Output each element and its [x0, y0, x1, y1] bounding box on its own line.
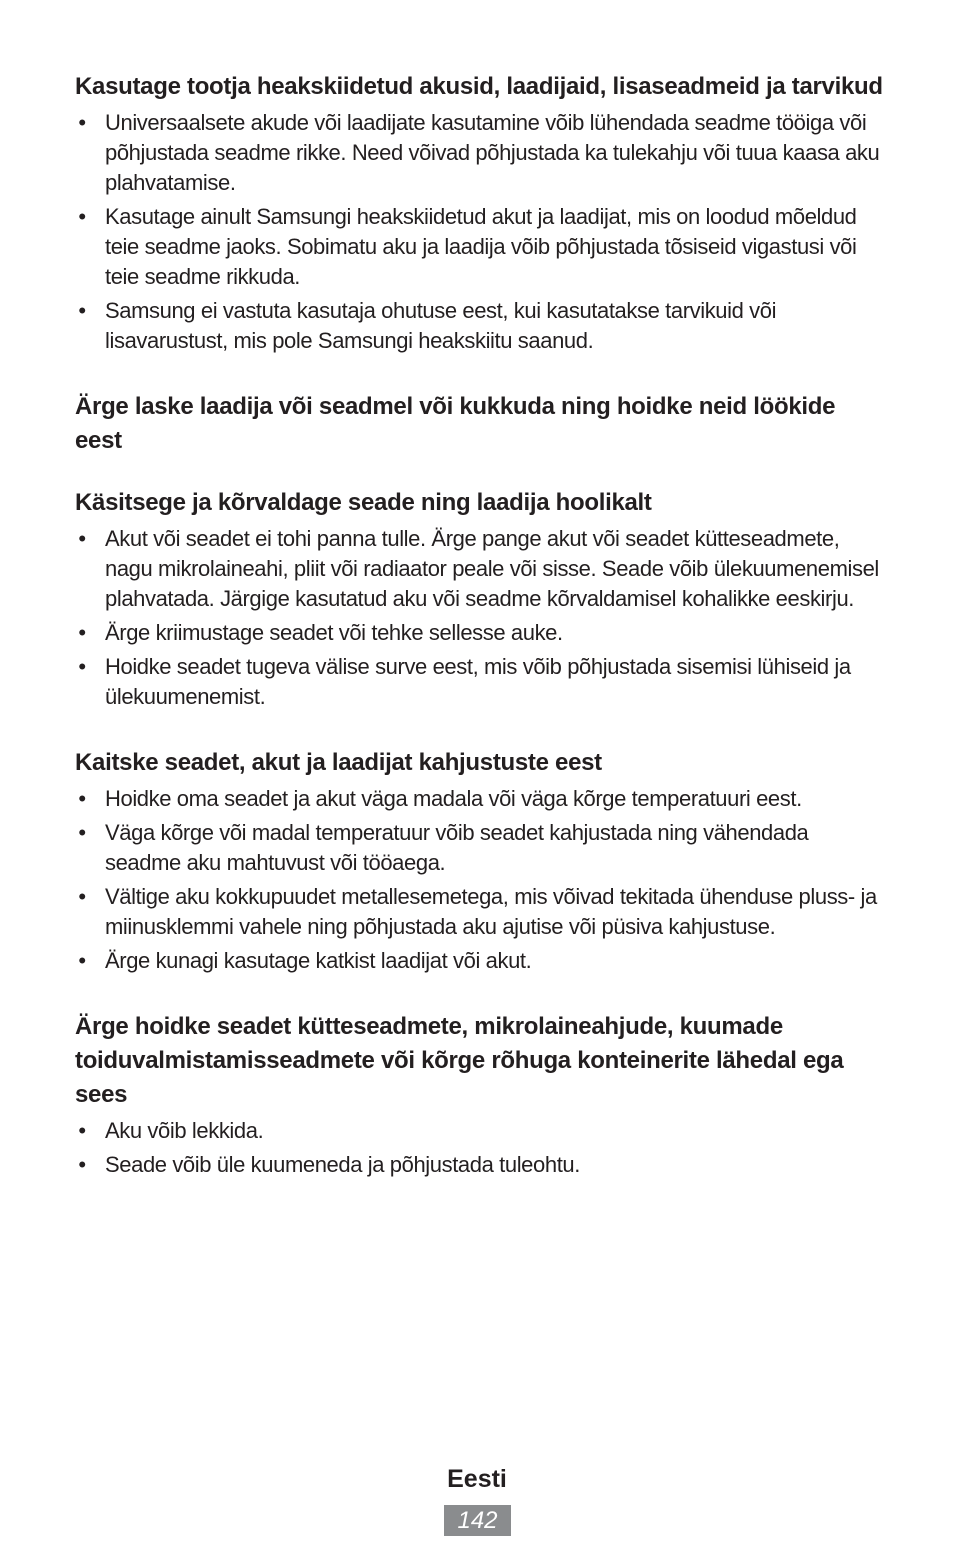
list-item [75, 1116, 885, 1146]
list-item [75, 296, 885, 356]
bullet-icon: • [78, 654, 86, 679]
bullet-icon: • [78, 204, 86, 229]
section-heading: Kasutage tootja heakskiidetud akusid, laadijaid, lisaseadmeid ja tarvikud [75, 73, 883, 100]
section-protect-damage [75, 746, 885, 976]
section-drop-protection [75, 390, 885, 458]
bullet-icon: • [78, 820, 86, 845]
section-heading: Kaitske seadet, akut ja laadijat kahjustuste eest [75, 749, 602, 776]
list-item [75, 946, 885, 976]
bullet-text: Vältige aku kokkupuudet metallesemetega, mis võivad tekitada ühenduse pluss- ja miinusklemmi vahele ning põhjustada aku ajutise või püsiva kahjustuse. [105, 884, 877, 939]
section-heading: Käsitsege ja kõrvaldage seade ning laadija hoolikalt [75, 489, 652, 516]
bullet-text: Aku võib lekkida. [105, 1118, 264, 1143]
bullet-icon: • [78, 786, 86, 811]
document-body [75, 70, 885, 1214]
list-item [75, 108, 885, 198]
section-heading: Ärge laske laadija või seadmel või kukkuda ning hoidke neid löökide eest [75, 393, 836, 454]
list-item [75, 618, 885, 648]
bullet-icon: • [78, 1152, 86, 1177]
bullet-list [75, 1116, 885, 1180]
bullet-icon: • [78, 948, 86, 973]
bullet-text: Väga kõrge või madal temperatuur võib seadet kahjustada ning vähendada seadme aku mahtuvust või tööaega. [105, 820, 809, 875]
list-item [75, 652, 885, 712]
list-item [75, 524, 885, 614]
bullet-text: Seade võib üle kuumeneda ja põhjustada tuleohtu. [105, 1152, 580, 1177]
bullet-list [75, 524, 885, 712]
list-item [75, 1150, 885, 1180]
list-item [75, 882, 885, 942]
section-heat-sources [75, 1010, 885, 1180]
footer-language-label: Eesti [447, 1465, 507, 1493]
list-item [75, 202, 885, 292]
bullet-list [75, 784, 885, 976]
bullet-icon: • [78, 110, 86, 135]
list-item [75, 818, 885, 878]
bullet-text: Akut või seadet ei tohi panna tulle. Ärge pange akut või seadet kütteseadmete, nagu mikrolaineahi, pliit või radiaator peale või sisse. Seade võib ülekuumenemisel plahvatada. Järgige kasutatud aku või seadme kõrvaldamisel kohalikke eeskirju. [105, 526, 879, 611]
bullet-text: Hoidke seadet tugeva välise surve eest, mis võib põhjustada sisemisi lühiseid ja ülekuumenemist. [105, 654, 851, 709]
bullet-text: Samsung ei vastuta kasutaja ohutuse eest, kui kasutatakse tarvikuid või lisavarustust, mis pole Samsungi heakskiitu saanud. [105, 298, 777, 353]
bullet-list [75, 108, 885, 356]
page-number-badge: 142 [444, 1505, 511, 1536]
bullet-icon: • [78, 298, 86, 323]
bullet-text: Ärge kunagi kasutage katkist laadijat või akut. [105, 948, 532, 973]
list-item [75, 784, 885, 814]
bullet-icon: • [78, 620, 86, 645]
bullet-icon: • [78, 526, 86, 551]
bullet-text: Ärge kriimustage seadet või tehke sellesse auke. [105, 620, 563, 645]
bullet-text: Kasutage ainult Samsungi heakskiidetud akut ja laadijat, mis on loodud mõeldud teie seadme jaoks. Sobimatu aku ja laadija võib põhjustada tõsiseid vigastusi või teie seadme rikkuda. [105, 204, 857, 289]
bullet-icon: • [78, 1118, 86, 1143]
section-handle-dispose [75, 486, 885, 712]
bullet-icon: • [78, 884, 86, 909]
bullet-text: Hoidke oma seadet ja akut väga madala või väga kõrge temperatuuri eest. [105, 786, 802, 811]
section-heading: Ärge hoidke seadet kütteseadmete, mikrolaineahjude, kuumade toiduvalmistamisseadmete või kõrge rõhuga konteinerite lähedal ega sees [75, 1013, 844, 1108]
section-approved-accessories [75, 70, 885, 356]
bullet-text: Universaalsete akude või laadijate kasutamine võib lühendada seadme tööiga või põhjustada seadme rikke. Need võivad põhjustada ka tulekahju või tuua kaasa aku plahvatamise. [105, 110, 880, 195]
